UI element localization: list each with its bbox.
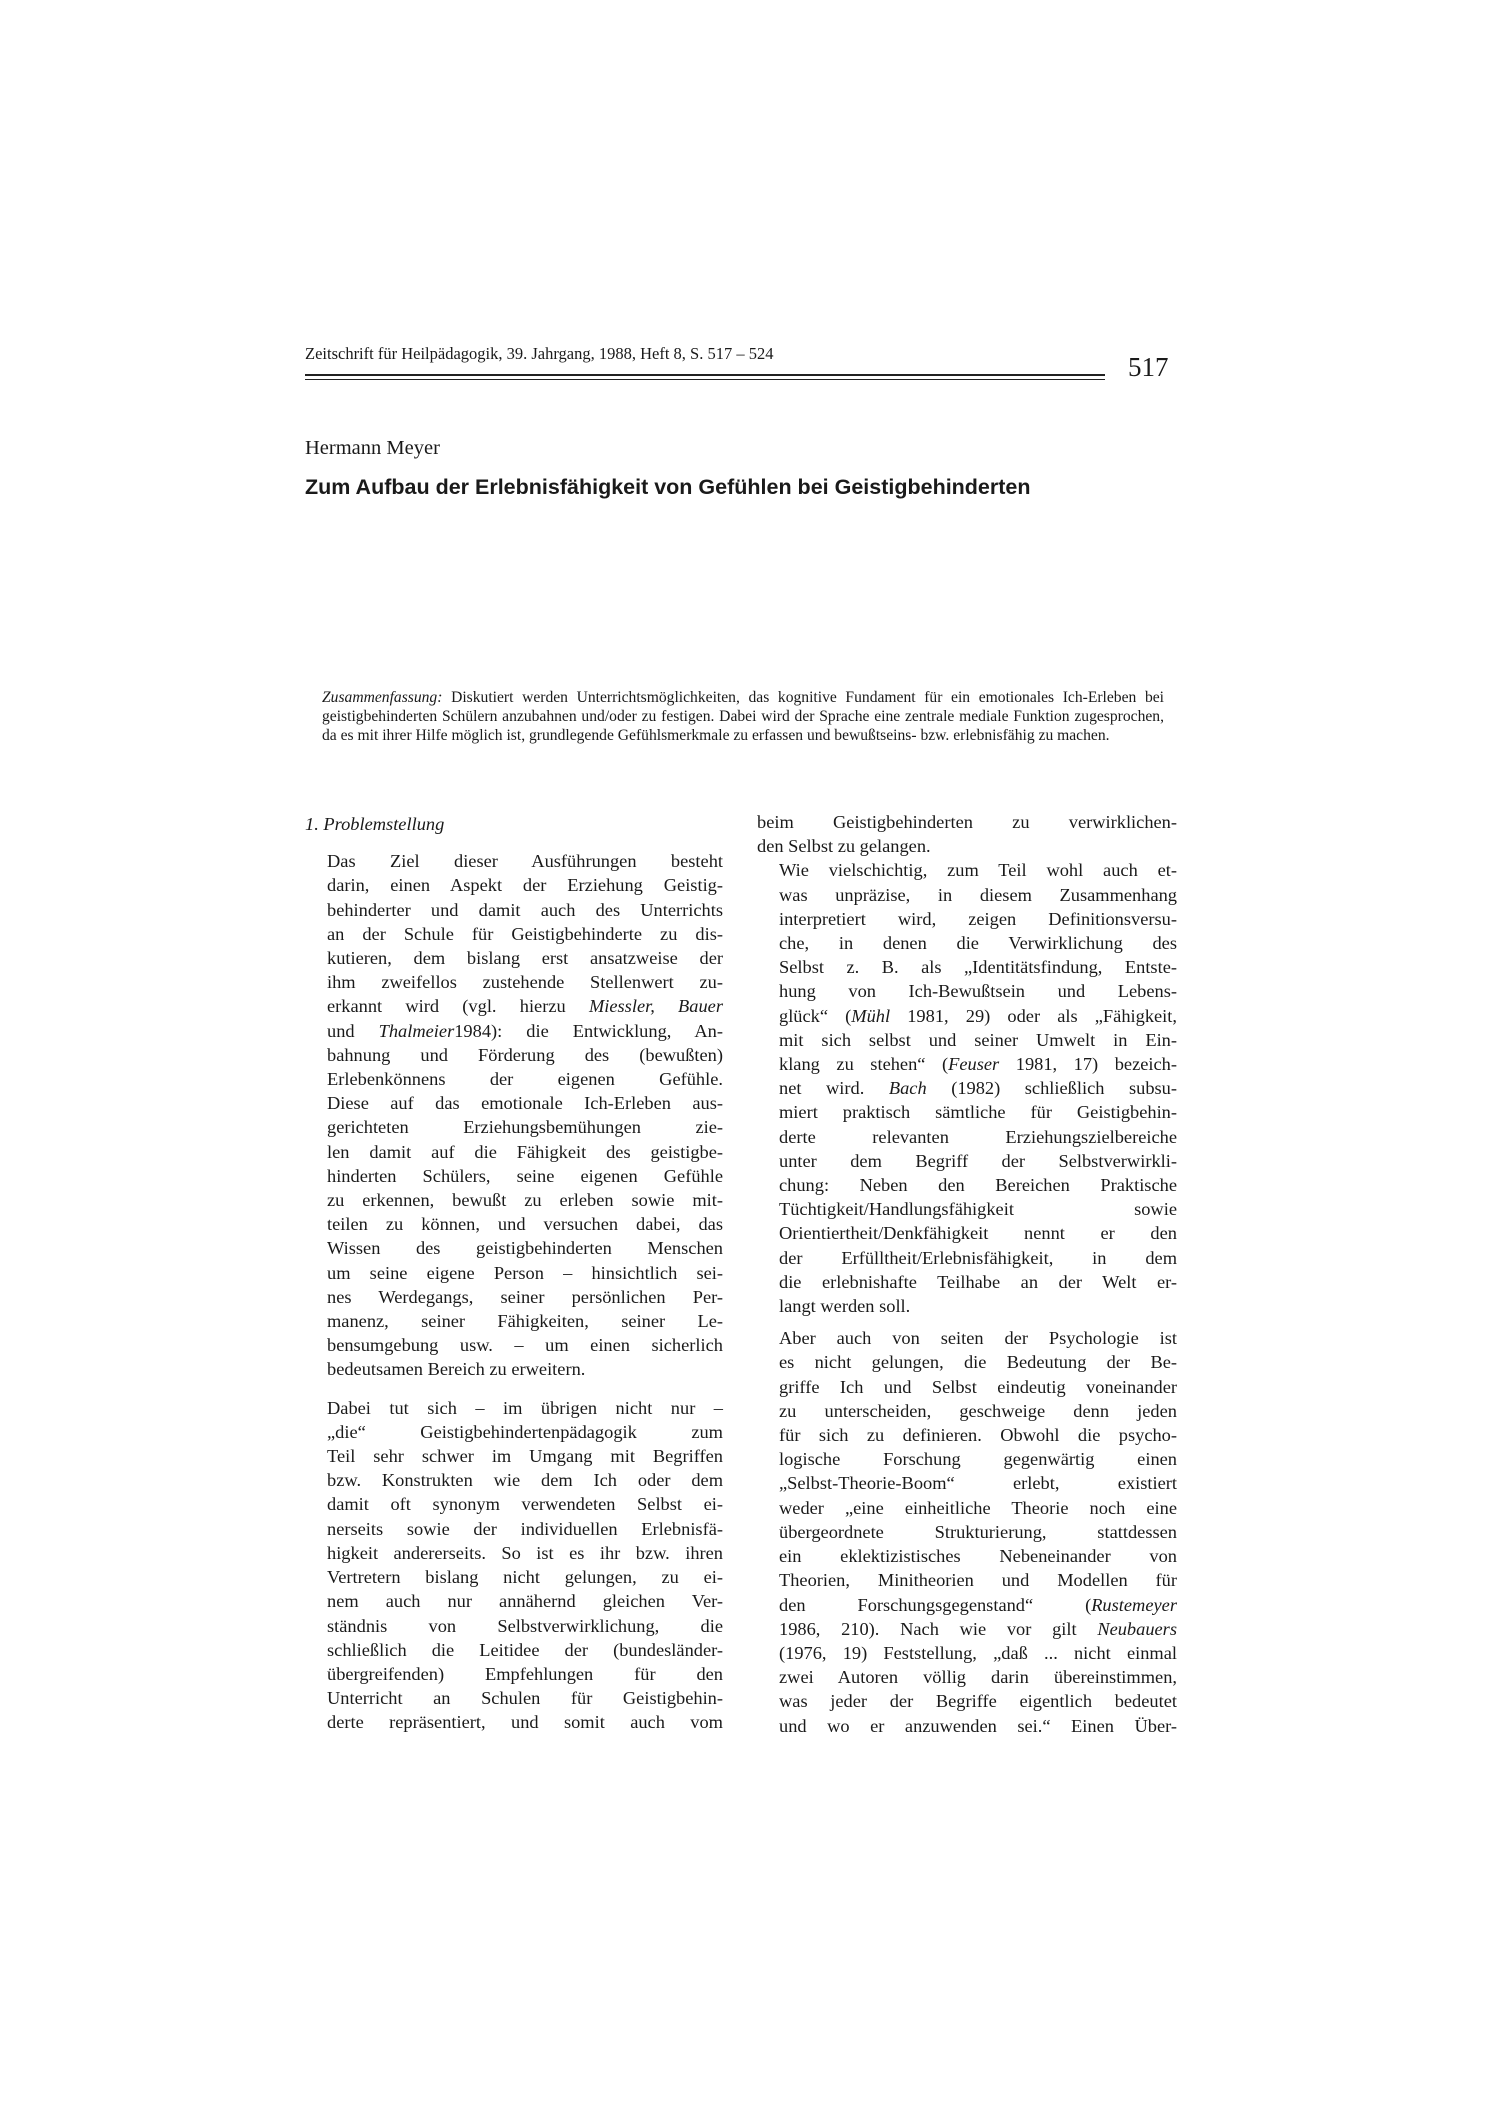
text-line: bzw. Konstrukten wie dem Ich oder dem <box>327 1470 723 1491</box>
citation-author: Neubauers <box>1097 1618 1177 1639</box>
text-line: logische Forschung gegenwärtig einen <box>779 1449 1177 1470</box>
text-line: Orientiertheit/Denkfähigkeit nennt er den <box>779 1223 1177 1244</box>
text-line: an der Schule für Geistigbehinderte zu dis- <box>327 923 723 944</box>
citation-author: Bach <box>888 1078 927 1099</box>
text-fragment: den Forschungsgegenstand“ ( <box>779 1594 1092 1615</box>
paragraph-1 <box>305 849 723 1381</box>
text-fragment: 1981, 29) oder als „Fähigkeit, <box>890 1005 1177 1026</box>
abstract-label: Zusammenfassung: <box>322 689 443 706</box>
paragraph-4 <box>757 1326 1177 1737</box>
text-line: nes Werdegangs, seiner persönlichen Per- <box>327 1286 723 1307</box>
text-line: Wissen des geistigbehinderten Menschen <box>327 1238 723 1259</box>
paragraph-2 <box>305 1396 723 1735</box>
text-line: zwei Autoren völlig darin übereinstimmen, <box>779 1667 1177 1688</box>
text-line: Unterricht an Schulen für Geistigbehin- <box>327 1688 723 1709</box>
text-line: es nicht gelungen, die Bedeutung der Be- <box>779 1352 1177 1373</box>
text-line: langt werden soll. <box>779 1296 911 1317</box>
text-line: miert praktisch sämtliche für Geistigbehin- <box>779 1102 1177 1123</box>
left-column <box>305 812 723 1735</box>
text-line: was jeder der Begriffe eigentlich bedeutet <box>779 1691 1177 1712</box>
text-line: was unpräzise, in diesem Zusammenhang <box>779 884 1177 905</box>
text-line: gerichteten Erziehungsbemühungen zie- <box>327 1117 723 1138</box>
text-line: der Erfülltheit/Erlebnisfähigkeit, in dem <box>779 1247 1177 1268</box>
text-line: um seine eigene Person – hinsichtlich sei- <box>327 1262 723 1283</box>
section-heading: 1. Problemstellung <box>305 814 445 834</box>
text-line: und wo er anzuwenden sei.“ Einen Über- <box>779 1715 1177 1736</box>
text-line: kutieren, dem bislang erst ansatzweise der <box>327 948 723 969</box>
text-fragment: und <box>327 1020 379 1041</box>
text-line: (1976, 19) Feststellung, „daß ... nicht einmal <box>779 1642 1177 1663</box>
header-rule <box>305 374 1105 380</box>
text-fragment: (1982) schließlich subsu- <box>926 1078 1177 1099</box>
text-line: „Selbst-Theorie-Boom“ erlebt, existiert <box>779 1473 1177 1494</box>
text-line: für sich zu definieren. Obwohl die psycho- <box>779 1425 1177 1446</box>
citation-author: Thalmeier <box>378 1020 455 1041</box>
text-fragment: 1986, 210). Nach wie vor gilt <box>779 1618 1098 1639</box>
text-line: manenz, seiner Fähigkeiten, seiner Le- <box>327 1311 723 1332</box>
text-line: bensumgebung usw. – um einen sicherlich <box>327 1335 723 1356</box>
text-line: nerseits sowie der individuellen Erlebnisfä- <box>327 1518 723 1539</box>
text-line: „die“ Geistigbehindertenpädagogik zum <box>327 1421 723 1442</box>
text-line: zu erkennen, bewußt zu erleben sowie mit- <box>327 1190 723 1211</box>
text-fragment: 1984): die Entwicklung, An- <box>454 1020 723 1041</box>
text-line: zu unterscheiden, geschweige denn jeden <box>779 1400 1177 1421</box>
text-line: mit sich selbst und seiner Umwelt in Ein- <box>779 1029 1177 1050</box>
text-line: Vertretern bislang nicht gelungen, zu ei- <box>327 1567 723 1588</box>
text-line: len damit auf die Fähigkeit des geistigbe- <box>327 1141 723 1162</box>
text-line: che, in denen die Verwirklichung des <box>779 933 1177 954</box>
text-line <box>757 1076 1177 1100</box>
text-line: den Selbst zu gelangen. <box>757 836 931 857</box>
text-line: darin, einen Aspekt der Erziehung Geistig- <box>327 875 723 896</box>
text-line: ein eklektizistisches Nebeneinander von <box>779 1546 1177 1567</box>
text-line: ihm zweifellos zustehende Stellenwert zu- <box>327 972 723 993</box>
text-line: Teil sehr schwer im Umgang mit Begriffen <box>327 1446 723 1467</box>
text-line <box>757 1617 1177 1641</box>
text-fragment: klang zu stehen“ ( <box>779 1054 949 1075</box>
citation-author: Miessler, Bauer <box>588 996 723 1017</box>
abstract-text: Diskutiert werden Unterrichtsmöglichkeiten, das kognitive Fundament für ein emotionales Ich-Erleben bei geistigbehinderten Schülern anzubahnen und/oder zu festigen. Dabei wird der Sprache eine zentrale mediale Funktion zugesprochen, da es mit ihrer Hilfe möglich ist, grundlegende Gefühlsmerkmale zu erfassen und bewußtseins- bzw. erlebnisfähig zu machen. <box>322 689 1164 744</box>
text-line <box>305 994 723 1018</box>
text-line: damit oft synonym verwendeten Selbst ei- <box>327 1494 723 1515</box>
text-line <box>305 1019 723 1043</box>
text-line: übergreifenden) Empfehlungen für den <box>327 1663 723 1684</box>
text-line: nem auch nur annähernd gleichen Ver- <box>327 1591 723 1612</box>
text-line: die erlebnishafte Teilhabe an der Welt er- <box>779 1271 1177 1292</box>
text-line: ständnis von Selbstverwirklichung, die <box>327 1615 723 1636</box>
citation-author: Mühl <box>851 1005 891 1026</box>
text-line: Theorien, Minitheorien und Modellen für <box>779 1570 1177 1591</box>
citation-author: Feuser <box>948 1054 1000 1075</box>
text-line: Wie vielschichtig, zum Teil wohl auch et- <box>779 860 1177 881</box>
text-fragment: net wird. <box>779 1078 889 1099</box>
citation-author: Rustemeyer <box>1091 1594 1177 1615</box>
text-line: higkeit andererseits. So ist es ihr bzw. ihren <box>327 1542 723 1563</box>
text-line: Tüchtigkeit/Handlungsfähigkeit sowie <box>779 1199 1177 1220</box>
text-line <box>757 1593 1177 1617</box>
text-line: griffe Ich und Selbst eindeutig voneinander <box>779 1376 1177 1397</box>
text-line: Das Ziel dieser Ausführungen besteht <box>327 851 723 872</box>
text-line: beim Geistigbehinderten zu verwirklichen- <box>757 812 1177 832</box>
text-line: übergeordnete Strukturierung, stattdessen <box>779 1521 1177 1542</box>
journal-citation-header: Zeitschrift für Heilpädagogik, 39. Jahrgang, 1988, Heft 8, S. 517 – 524 <box>305 344 774 363</box>
text-fragment: 1981, 17) bezeich- <box>999 1054 1178 1075</box>
paragraph-continued <box>757 810 1177 858</box>
article-author: Hermann Meyer <box>305 437 440 459</box>
text-line: teilen zu können, und versuchen dabei, das <box>327 1214 723 1235</box>
page-number: 517 <box>1128 352 1169 382</box>
text-line: schließlich die Leitidee der (bundesländer- <box>327 1639 723 1660</box>
paragraph-3 <box>757 858 1177 1318</box>
text-line: Aber auch von seiten der Psychologie ist <box>779 1328 1177 1349</box>
text-line: Selbst z. B. als „Identitätsfindung, Entste- <box>779 957 1177 978</box>
text-fragment: glück“ ( <box>779 1005 852 1026</box>
text-line: hung von Ich-Bewußtsein und Lebens- <box>779 981 1177 1002</box>
right-column <box>757 810 1177 1738</box>
text-line: interpretiert wird, zeigen Definitionsversu- <box>779 908 1177 929</box>
text-line: unter dem Begriff der Selbstverwirkli- <box>779 1150 1177 1171</box>
text-line: Diese auf das emotionale Ich-Erleben aus- <box>327 1093 723 1114</box>
text-line: bedeutsamen Bereich zu erweitern. <box>327 1359 586 1380</box>
text-fragment: erkannt wird (vgl. hierzu <box>327 996 589 1017</box>
text-line: derte repräsentiert, und somit auch vom <box>327 1712 723 1733</box>
abstract <box>322 688 1164 745</box>
article-title: Zum Aufbau der Erlebnisfähigkeit von Gefühlen bei Geistigbehinderten <box>305 475 1031 499</box>
text-line: derte relevanten Erziehungszielbereiche <box>779 1126 1177 1147</box>
text-line: Erlebenkönnens der eigenen Gefühle. <box>327 1069 723 1090</box>
text-line: bahnung und Förderung des (bewußten) <box>327 1044 723 1065</box>
text-line: Dabei tut sich – im übrigen nicht nur – <box>327 1397 723 1418</box>
text-line: hinderten Schülers, seine eigenen Gefühle <box>327 1165 723 1186</box>
text-line <box>757 1004 1177 1028</box>
text-line <box>757 1052 1177 1076</box>
text-line: chung: Neben den Bereichen Praktische <box>779 1175 1177 1196</box>
text-line: weder „eine einheitliche Theorie noch eine <box>779 1497 1177 1518</box>
text-line: behinderter und damit auch des Unterrichts <box>327 899 723 920</box>
